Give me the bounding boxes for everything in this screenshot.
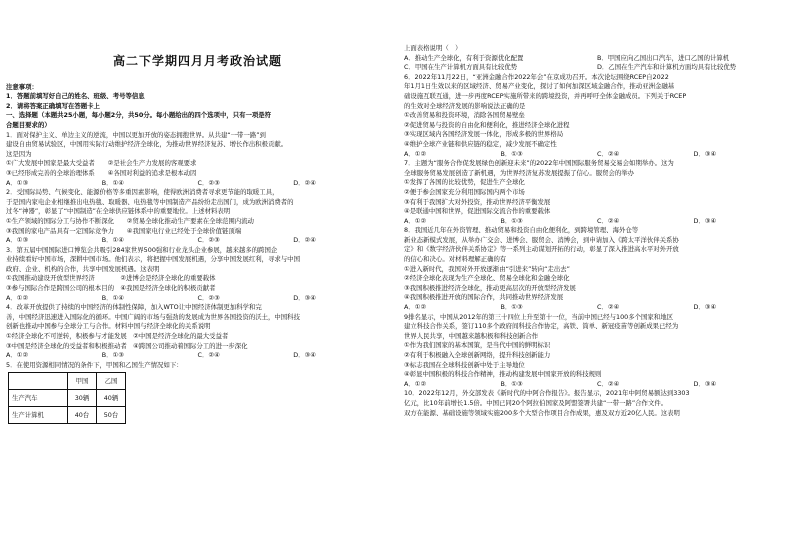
option-b[interactable]: B．①③ <box>500 216 523 225</box>
q5-options <box>404 54 790 64</box>
q4-text: 创新也推动中国参与全球分工与合作。材料中国与经济全球化的关系说明 <box>6 322 211 331</box>
option-b[interactable]: B．①④ <box>101 293 124 302</box>
q2-choice: ①生产领域的国际分工与协作不断深化 ②贸易全球化推动生产要素在全球范围内流动 <box>6 216 254 225</box>
q9-text: 世界人民共享，中国越来越积极和科技创新合作 <box>404 331 539 340</box>
note-line: 2．请将答案正确填写在答题卡上 <box>6 101 100 110</box>
q1-options <box>6 179 389 189</box>
table-corner-cell <box>9 373 68 390</box>
option-d[interactable]: D．③④ <box>693 303 717 312</box>
q2-text: 2．受国际局势、气候变化、能源价格等多重因素影响，使得欧洲消费者寻求更节能的取暖工具， <box>6 188 279 197</box>
q7-text: 7．主题为“服务合作促发展绿色创新迎未来”的2022年中国国际服务贸易交易会如期举办。这为 <box>404 159 674 168</box>
option-b[interactable]: B．①③ <box>500 379 523 388</box>
q6-text: 6．2022年11月22日，“亚洲金融合作2022年会”在京成功召开。本次论坛围绕RCEP自2022 <box>404 72 669 81</box>
option-d[interactable]: D．③④ <box>693 149 717 158</box>
q6-text: 础设施互联互通，进一步再度RCEP实施所带来的跨境投资，并再呼吁全体金融成员。下列关于RCEP <box>404 91 687 100</box>
q9-text: 9排名显示，中国从2012年的第三十四位上升至第十一位，当前中国已经与100多个国家和地区 <box>404 312 673 321</box>
option-d[interactable]: D．②④ <box>293 178 317 187</box>
q9-text: 建立科技合作关系，签订110多个政府间科技合作协定，高铁、筒单、新冠疫苗等创新成果已经为 <box>404 322 679 331</box>
table-row <box>9 390 126 407</box>
q2-choice: ③我国的家电产品具有一定国际竞争力 ④我国家电行业已经处于全球价值链顶端 <box>6 226 242 235</box>
section-heading: 合题目要求的） <box>6 120 51 129</box>
q4-choice: ①经济全球化不可逆转，积极参与才能发展 ②中国是经济全球化的最大受益者 <box>6 332 229 341</box>
option-b[interactable]: B．①③ <box>500 149 523 158</box>
table-cell: 40辆 <box>97 390 126 407</box>
option-c[interactable]: C．②③ <box>197 178 220 187</box>
q1-text: 这是因为 <box>6 149 32 158</box>
q6-text: 的生效对全球经济发展的影响说法正确的是 <box>404 101 526 110</box>
table-row-label: 生产计算机 <box>9 407 68 424</box>
q3-text: 3．第五届中国国际进口博览会共吸引284家世界500强和行业龙头企业参展，越来越多的跨国企 <box>6 245 278 254</box>
q7-choice: ③有利于我国扩大对外投资，推动世界经济平衡发展 <box>404 197 551 206</box>
option-a[interactable]: A．①② <box>404 149 427 158</box>
option-a[interactable]: A．①② <box>404 216 427 225</box>
q7-choice: ①发挥了各国的比较优势，促进生产全球化 <box>404 178 525 187</box>
option-d[interactable]: D．③④ <box>293 351 317 360</box>
q2-options <box>6 236 389 246</box>
q8-choice: ①进入新时代，我国对外开放逐渐由“引进来”转向“走出去” <box>404 264 570 273</box>
q7-text: 全球服务贸易发展创造了新机遇，为世界经济复苏发展提振了信心。服贸会的举办 <box>404 168 635 177</box>
q6-choice: ①改善贸易和投资环境，消除各国贸易壁垒 <box>404 111 525 120</box>
q3-choice: ①我国推动建设开放型世界经济 ②进博会是经济全球化的重要载体 <box>6 274 216 283</box>
note-line: 1．答题前填写好自己的姓名、班级、考号等信息 <box>6 92 145 101</box>
section-heading: 一、选择题（本题共25小题，每小题2分，共50分。每小题给出的四个选项中，只有一项是符 <box>6 111 272 120</box>
q1-text: 1．面对保护主义、单边主义的逆流，中国以更加开放的姿态拥抱世界。从共建“一带一路”到 <box>6 130 266 139</box>
option-b[interactable]: B．①③ <box>101 351 124 360</box>
option-b[interactable]: B．①③ <box>500 303 523 312</box>
q5-text: 5．在使用资源相同情况的条件下，甲国和乙国生产情况如下： <box>6 360 183 369</box>
q4-text: 善，中国经济迅速进入国际化的循环。中国广阔的市场与强劲的发展成为世界各国投资的沃土，中国科技 <box>6 312 300 321</box>
q4-options <box>6 351 389 361</box>
q8-choice: ④我国积极推进开放的国际合作，共同推动世界经济发展 <box>404 293 564 302</box>
q6-choice: ④维护全球产业链和供应链的稳定，减少发展不确定性 <box>404 139 557 148</box>
q7-options <box>404 217 790 227</box>
q3-text: 政府、企业、机构的合作，共享中国发展机遇。这表明 <box>6 264 160 273</box>
q8-text: 8．我国近几年在外资管理、推动贸易和投资自由化便利化，到跨境管理、海外仓等 <box>404 226 639 235</box>
option-a[interactable]: A．①② <box>6 293 29 302</box>
q1-choice: ③已经形成完善的全球治理体系 ④各国对利益的追求是根本动因 <box>6 168 197 177</box>
q9-choice: ③标志我国在全球科技创新中处于主导地位 <box>404 360 525 369</box>
exam-title: 高二下学期四月月考政治试题 <box>112 54 282 68</box>
q9-choice: ①作为我们国家的基本国策，是当代中国的鲜明标识 <box>404 341 551 350</box>
q1-text: 建设自由贸易试验区，中国用实际行动维护经济全球化，为推动世界经济复苏、增长作出积极贡献。 <box>6 140 288 149</box>
q4-text: 4．改革开放提供了持续的中国经济的体制性保障，加入WTO让中国经济体制更加科学和完 <box>6 303 262 312</box>
option-d[interactable]: D．③④ <box>693 216 717 225</box>
q3-choice: ③参与国际合作是跨国公司的根本目的 ④我国是经济全球化的积极贡献者 <box>6 284 216 293</box>
q6-choice: ③实现区域内各国经济发展一体化，形成多极的世界格局 <box>404 130 564 139</box>
q2-text: 过冬“神器”，彰显了“中国制造”在全球供应链体系中的重要地位。上述材料表明 <box>6 207 231 216</box>
q9-options <box>404 380 790 390</box>
option-a[interactable]: A．①③ <box>6 236 29 245</box>
q3-text: 业持续看好中国市场，深耕中国市场。他们表示，将把握中国发展机遇，分享中国发展红利，寻求与中国 <box>6 255 300 264</box>
q8-text: 定》和《数字经济伙伴关系协定》等一系列主动谋划开拓的行动，彰显了深入推进高水平对外开放 <box>404 245 679 254</box>
q6-text: 年1月1日生效以来的区域经济、贸易产业变化，探讨了如何加深区域金融合作，推动亚洲金融基 <box>404 82 675 91</box>
option-c[interactable]: C．②④ <box>597 216 620 225</box>
table-cell: 30辆 <box>68 390 97 407</box>
q4-choice: ③中国是经济全球化的受益者和积极推动者 ④跨国公司推动着国际分工的进一步深化 <box>6 341 248 350</box>
q9-choice: ②有利于积极融入全球创新网络，提升科技创新能力 <box>404 351 551 359</box>
option-d[interactable]: D．③④ <box>693 379 717 388</box>
q8-text: 新业态新模式发展，从举办广交会、进博会、服贸会、消博会，到申请加入《跨太平洋伙伴关系协 <box>404 235 679 244</box>
q1-choice: ①广大发展中国家是最大受益者 ②是社会生产力发展的客观要求 <box>6 159 197 168</box>
option-c[interactable]: C．②③ <box>197 236 220 245</box>
option-d[interactable]: D．乙国在生产汽车和计算机方面均具有比较优势 <box>597 63 737 72</box>
right-column <box>404 44 790 418</box>
q9-choice: ④彰显中国积极的科技合作精神，推动构建发展中国家开放的科技规则 <box>404 370 602 379</box>
option-a[interactable]: A．①② <box>404 379 427 388</box>
q8-choice: ②经济全球化表现为生产全球化、贸易全球化和金融全球化 <box>404 274 570 283</box>
option-c[interactable]: C．②④ <box>597 149 620 158</box>
q5-prompt: 上面表格说明（ ） <box>404 44 462 52</box>
table-cell: 50台 <box>97 407 126 424</box>
production-table <box>8 372 126 424</box>
q3-options <box>6 294 389 304</box>
left-column <box>6 0 389 424</box>
q2-text: 于是国内家电企业相继推出电热毯、取暖器、电热毯等中国制造产品纷纷走出国门，成为欧洲消费者的 <box>6 197 294 206</box>
table-header-cell: 乙国 <box>97 373 126 390</box>
option-c[interactable]: C．甲国在生产计算机方面具有比较优势 <box>404 63 518 72</box>
option-a[interactable]: A．推动生产全球化，有利于资源优化配置 <box>404 53 524 62</box>
q10-text: 亿元，比10年前增长1.5倍。中国已同20个阿拉伯国家及阿盟签署共建“一带一路”合作文件。 <box>404 398 668 407</box>
q5-options <box>404 63 790 73</box>
table-header-cell: 甲国 <box>68 373 97 390</box>
q10-text: 双方在能源、基础设施等领域实施200多个大型合作项目合作成果，惠及双方近20亿人民。这表明 <box>404 408 680 417</box>
option-a[interactable]: A．①③ <box>6 178 29 187</box>
q7-choice: ②便于参会国家充分利用国际国内两个市场 <box>404 187 525 196</box>
option-b[interactable]: B．①④ <box>101 236 124 245</box>
q8-choice: ③我国积极推进经济全球化，推动更高层次的开放型经济发展 <box>404 283 576 292</box>
table-row-label: 生产汽车 <box>9 390 68 407</box>
q6-options <box>404 150 790 160</box>
q6-choice: ②促进贸易与投资的自由化和便利化，推进经济全球化进程 <box>404 120 570 129</box>
option-c[interactable]: C．②④ <box>197 351 220 360</box>
option-a[interactable]: A．①② <box>6 351 29 360</box>
table-header-row <box>9 373 126 390</box>
notes-header: 注意事项： <box>6 82 38 91</box>
table-row <box>9 407 126 424</box>
q10-text: 10．2022年12月，外交部发表《新时代的中阿合作报告》。报告显示，2021年中阿贸易额达到3303 <box>404 389 690 398</box>
table-cell: 40台 <box>68 407 97 424</box>
q8-options <box>404 303 790 313</box>
option-a[interactable]: A．①② <box>404 303 427 312</box>
option-d[interactable]: D．③④ <box>293 293 317 302</box>
q7-choice: ④是联通中国和世界，促进国际交流合作的重要载体 <box>404 207 551 216</box>
option-c[interactable]: C．②④ <box>597 303 620 312</box>
option-c[interactable]: C．②④ <box>597 379 620 388</box>
option-b[interactable]: B．①④ <box>101 178 124 187</box>
option-c[interactable]: C．②③ <box>197 293 220 302</box>
q8-text: 的信心和决心。对材料理解正确的有 <box>404 255 507 264</box>
option-b[interactable]: B．甲国应向乙国出口汽车，进口乙国的计算机 <box>597 53 730 62</box>
option-d[interactable]: D．②④ <box>293 236 317 245</box>
